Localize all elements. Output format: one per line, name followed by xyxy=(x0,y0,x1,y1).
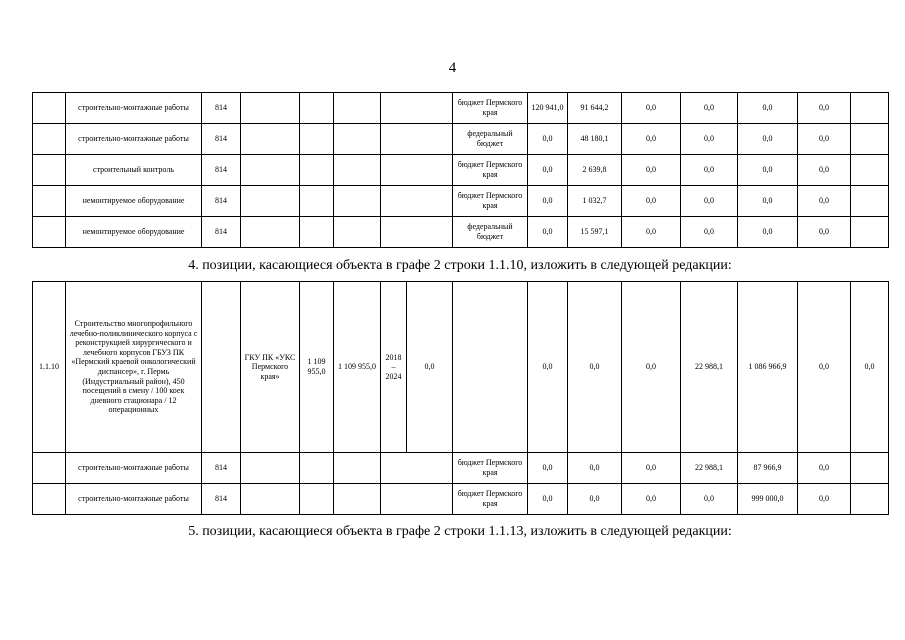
table-cell xyxy=(33,217,66,248)
table-cell xyxy=(241,93,300,124)
table-cell: 0,0 xyxy=(528,186,568,217)
table-cell: 0,0 xyxy=(528,453,568,484)
table-cell: 0,0 xyxy=(738,186,798,217)
table-row xyxy=(33,282,889,453)
table-cell: 0,0 xyxy=(798,453,851,484)
table-row xyxy=(33,217,889,248)
work-type-cell: немонтируемое оборудование xyxy=(66,186,202,217)
table-cell: 0,0 xyxy=(681,124,738,155)
table-cell xyxy=(300,93,334,124)
work-type-cell: строительно-монтажные работы xyxy=(66,124,202,155)
table-row xyxy=(33,484,889,515)
funding-source-cell: бюджет Пермского края xyxy=(453,186,528,217)
table-cell: 0,0 xyxy=(798,155,851,186)
table-cell xyxy=(334,453,381,484)
table-cell: 22 988,1 xyxy=(681,453,738,484)
table-row xyxy=(33,186,889,217)
table-cell xyxy=(300,484,334,515)
table-cell xyxy=(381,93,453,124)
table-cell: 0,0 xyxy=(851,282,889,453)
table-cell: 0,0 xyxy=(622,124,681,155)
funding-source-cell: бюджет Пермского края xyxy=(453,453,528,484)
funding-source-cell: бюджет Пермского края xyxy=(453,484,528,515)
table-row xyxy=(33,93,889,124)
table-cell xyxy=(334,93,381,124)
section-heading-4: 4. позиции, касающиеся объекта в графе 2 строки 1.1.10, изложить в следующей редакции: xyxy=(188,258,732,273)
table-cell: 0,0 xyxy=(681,217,738,248)
table-cell: 0,0 xyxy=(798,484,851,515)
table-cell: 814 xyxy=(202,453,241,484)
table-cell xyxy=(851,453,889,484)
total-cost-cell: 1 109 955,0 xyxy=(334,282,381,453)
table-cell xyxy=(851,186,889,217)
table-cell xyxy=(851,484,889,515)
funding-source-cell: федеральный бюджет xyxy=(453,217,528,248)
table-cell: 0,0 xyxy=(622,282,681,453)
work-type-cell: немонтируемое оборудование xyxy=(66,217,202,248)
table-cell xyxy=(334,217,381,248)
table-cell: 0,0 xyxy=(798,93,851,124)
work-type-cell: строительно-монтажные работы xyxy=(66,93,202,124)
table-cell: 0,0 xyxy=(622,217,681,248)
table-cell: 48 180,1 xyxy=(568,124,622,155)
table-cell xyxy=(851,155,889,186)
table-cell xyxy=(33,484,66,515)
table-cell xyxy=(33,186,66,217)
table-cell: 0,0 xyxy=(407,282,453,453)
table-cell: 0,0 xyxy=(798,282,851,453)
table-cell xyxy=(381,124,453,155)
funding-source-cell: бюджет Пермского края xyxy=(453,93,528,124)
table-cell: 0,0 xyxy=(622,155,681,186)
table-row xyxy=(33,453,889,484)
table-cell xyxy=(300,124,334,155)
customer-cell: ГКУ ПК «УКС Пермского края» xyxy=(241,282,300,453)
table-cell xyxy=(851,217,889,248)
table-cell: 87 966,9 xyxy=(738,453,798,484)
table-cell: 0,0 xyxy=(568,484,622,515)
table-cell: 0,0 xyxy=(798,124,851,155)
table-cell xyxy=(334,124,381,155)
table-cell: 22 988,1 xyxy=(681,282,738,453)
table-cell xyxy=(241,484,300,515)
table-cell xyxy=(334,155,381,186)
table-cell: 15 597,1 xyxy=(568,217,622,248)
table-cell: 814 xyxy=(202,186,241,217)
work-type-cell: строительно-монтажные работы xyxy=(66,453,202,484)
table-cell xyxy=(381,453,453,484)
table-cell xyxy=(334,186,381,217)
table-cell xyxy=(851,124,889,155)
table-cell: 0,0 xyxy=(681,155,738,186)
table-cell: 120 941,0 xyxy=(528,93,568,124)
table-cell: 0,0 xyxy=(798,186,851,217)
table-cell xyxy=(241,453,300,484)
table-cell: 0,0 xyxy=(681,93,738,124)
table-cell: 0,0 xyxy=(568,282,622,453)
table-cell: 1 086 966,9 xyxy=(738,282,798,453)
funding-table-continued xyxy=(32,92,889,248)
table-cell xyxy=(241,155,300,186)
table-cell xyxy=(202,282,241,453)
table-cell xyxy=(241,124,300,155)
work-type-cell: строительно-монтажные работы xyxy=(66,484,202,515)
table-cell xyxy=(453,282,528,453)
section-heading-5: 5. позиции, касающиеся объекта в графе 2 строки 1.1.13, изложить в следующей редакции: xyxy=(188,524,732,539)
work-type-cell: строительный контроль xyxy=(66,155,202,186)
table-cell: 1 032,7 xyxy=(568,186,622,217)
object-description: Строительство многопрофильного лечебно-поликлинического корпуса с реконструкцией хирургического и лечебного корпусов ГБУЗ ПК «Пермский краевой онкологический диспансер», г. Пермь (Индустриальный район), 450 посещений в смену / 100 коек дневного стационара / 12 операционных xyxy=(66,282,202,453)
funding-table-1-1-10 xyxy=(32,281,889,515)
table-cell xyxy=(334,484,381,515)
table-cell xyxy=(241,217,300,248)
table-cell: 0,0 xyxy=(622,186,681,217)
table-cell xyxy=(381,155,453,186)
table-cell: 0,0 xyxy=(738,155,798,186)
table-cell: 0,0 xyxy=(681,484,738,515)
table-cell xyxy=(33,155,66,186)
table-cell: 0,0 xyxy=(528,217,568,248)
page-number: 4 xyxy=(448,60,457,76)
estimated-cost-cell: 1 109 955,0 xyxy=(300,282,334,453)
table-cell xyxy=(33,93,66,124)
row-number: 1.1.10 xyxy=(33,282,66,453)
table-cell: 0,0 xyxy=(622,484,681,515)
table-cell xyxy=(381,484,453,515)
table-cell: 0,0 xyxy=(528,155,568,186)
table-cell: 0,0 xyxy=(798,217,851,248)
table-cell: 91 644,2 xyxy=(568,93,622,124)
funding-source-cell: федеральный бюджет xyxy=(453,124,528,155)
table-cell: 0,0 xyxy=(528,484,568,515)
table-cell xyxy=(33,124,66,155)
table-row xyxy=(33,124,889,155)
table-cell: 0,0 xyxy=(622,453,681,484)
table-cell: 814 xyxy=(202,155,241,186)
table-cell xyxy=(241,186,300,217)
table-cell: 0,0 xyxy=(681,186,738,217)
table-cell: 0,0 xyxy=(528,282,568,453)
table-cell: 2 639,8 xyxy=(568,155,622,186)
table-cell: 999 000,0 xyxy=(738,484,798,515)
table-cell: 0,0 xyxy=(738,217,798,248)
funding-source-cell: бюджет Пермского края xyxy=(453,155,528,186)
table-cell xyxy=(300,217,334,248)
table-cell: 0,0 xyxy=(528,124,568,155)
table-cell: 0,0 xyxy=(738,124,798,155)
period-cell: 2018 – 2024 xyxy=(381,282,407,453)
table-cell: 814 xyxy=(202,124,241,155)
table-cell: 0,0 xyxy=(568,453,622,484)
table-cell xyxy=(300,155,334,186)
table-row xyxy=(33,155,889,186)
table-cell xyxy=(300,186,334,217)
table-cell xyxy=(300,453,334,484)
table-cell xyxy=(381,217,453,248)
table-cell xyxy=(851,93,889,124)
table-cell: 0,0 xyxy=(738,93,798,124)
table-cell xyxy=(381,186,453,217)
table-cell xyxy=(33,453,66,484)
table-cell: 814 xyxy=(202,217,241,248)
table-cell: 814 xyxy=(202,93,241,124)
table-cell: 814 xyxy=(202,484,241,515)
table-cell: 0,0 xyxy=(622,93,681,124)
